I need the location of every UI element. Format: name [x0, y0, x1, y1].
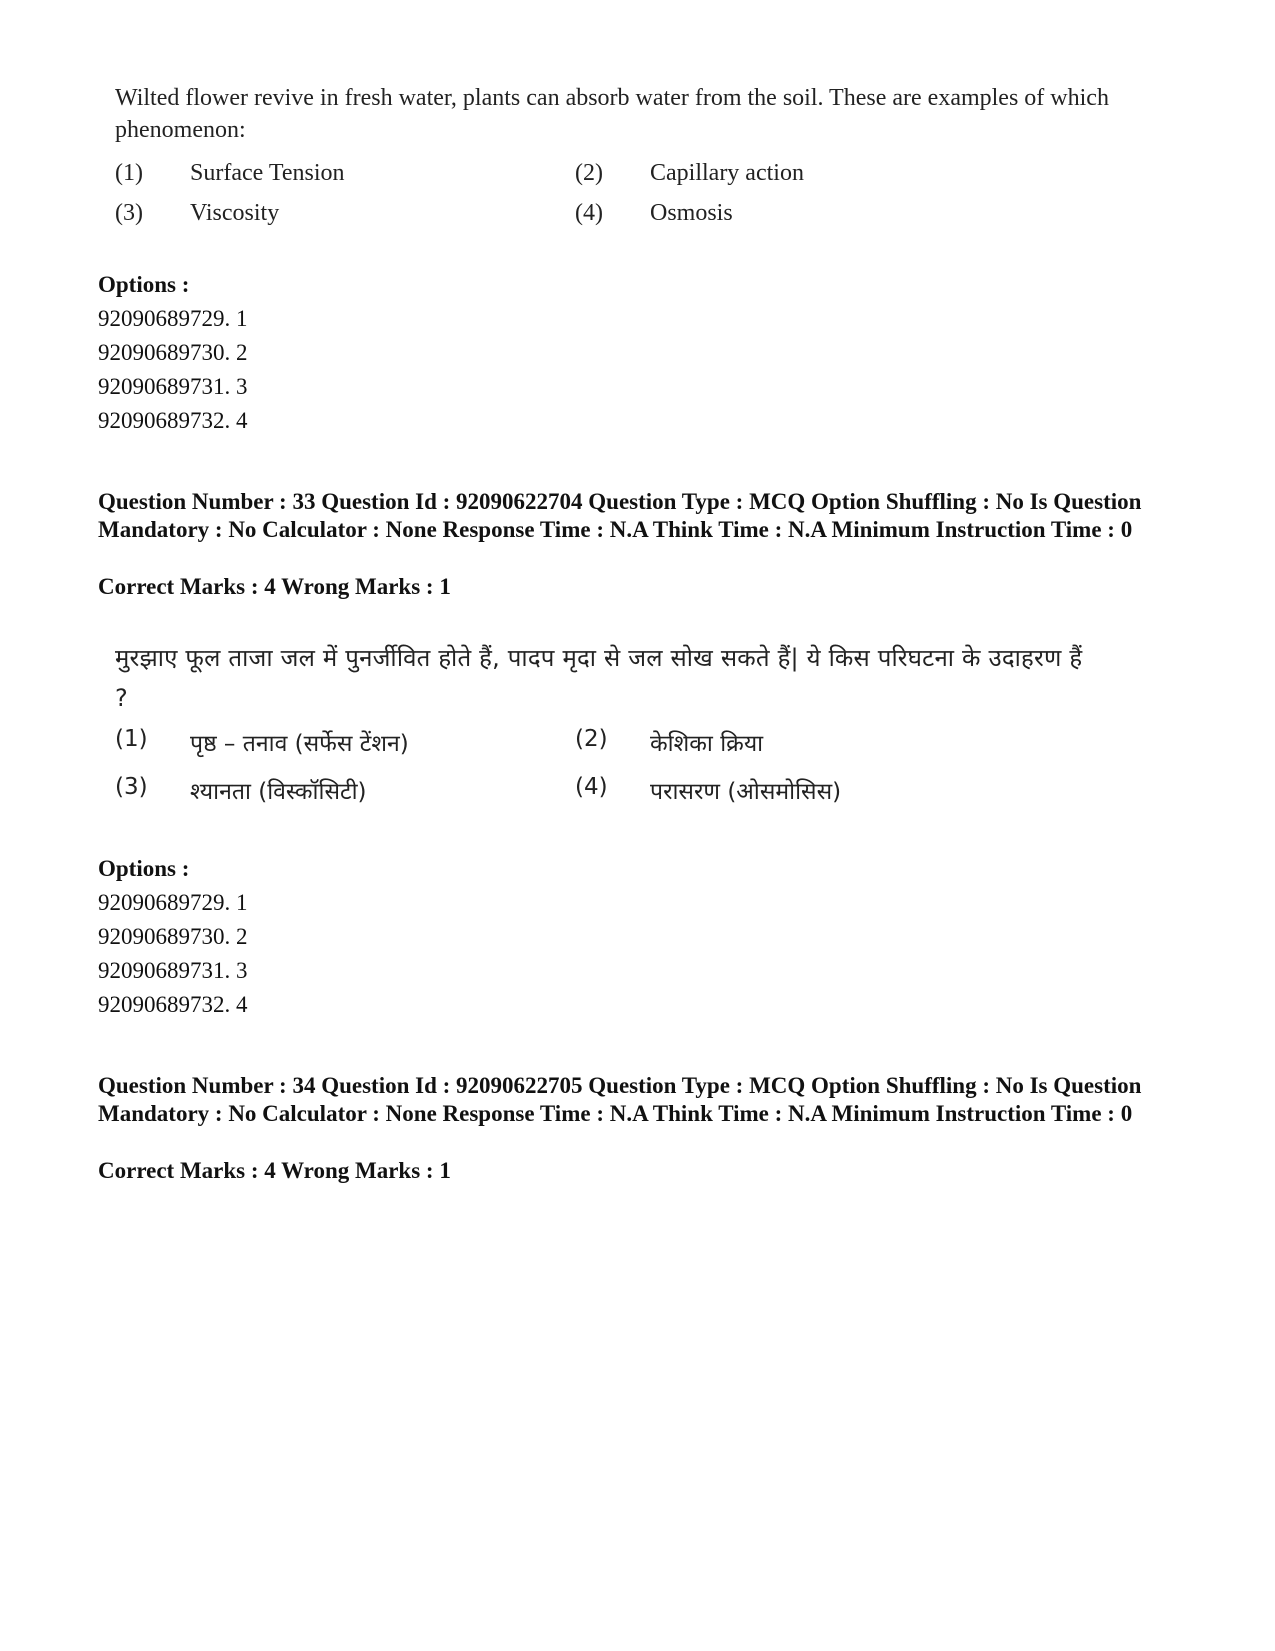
choice-number: (4) — [575, 200, 603, 226]
choice-label: श्यानता (विस्कॉसिटी) — [190, 779, 367, 805]
q32-options — [98, 268, 248, 438]
choice-number: (2) — [575, 160, 603, 186]
option-item: 92090689732. 4 — [98, 992, 248, 1017]
q33-question-text: मुरझाए फूल ताजा जल में पुनर्जीवित होते हैं, पादप मृदा से जल सोख सकते हैं| ये किस परिघटना के उदाहरण हैं ? — [115, 644, 1083, 712]
option-item: 92090689729. 1 — [98, 306, 248, 331]
option-item: 92090689730. 2 — [98, 924, 248, 949]
q32-choice-2 — [575, 160, 804, 187]
choice-label: Viscosity — [190, 200, 280, 226]
choice-number: (1) — [115, 160, 143, 186]
option-item: 92090689731. 3 — [98, 374, 248, 399]
q32-choice-4 — [575, 200, 733, 227]
q33-marks: Correct Marks : 4 Wrong Marks : 1 — [98, 574, 451, 599]
q33-choice-4 — [575, 774, 841, 806]
choice-label: केशिका क्रिया — [650, 731, 764, 757]
choice-label: परासरण (ओसमोसिस) — [650, 779, 842, 805]
option-item: 92090689731. 3 — [98, 958, 248, 983]
choice-number: (4) — [575, 774, 608, 800]
choice-label: Surface Tension — [190, 160, 345, 186]
q32-choice-1 — [115, 160, 345, 187]
choice-label: पृष्ठ – तनाव (सर्फेस टेंशन) — [190, 731, 409, 757]
option-item: 92090689732. 4 — [98, 408, 248, 433]
q34-marks: Correct Marks : 4 Wrong Marks : 1 — [98, 1158, 451, 1183]
choice-label: Osmosis — [650, 200, 733, 226]
q32-question-text: Wilted flower revive in fresh water, plants can absorb water from the soil. These are examples of which phenomenon: — [115, 85, 1109, 143]
q33-choice-3 — [115, 774, 367, 806]
choice-label: Capillary action — [650, 160, 804, 186]
q34-meta: Question Number : 34 Question Id : 92090622705 Question Type : MCQ Option Shuffling : No Is Question Mandatory : No Calculator : None Response Time : N.A Think Time : N.A Minimum Instruction Time : 0 — [98, 1073, 1142, 1126]
q32-choice-3 — [115, 200, 279, 227]
q33-options — [98, 852, 248, 1022]
q33-meta: Question Number : 33 Question Id : 92090622704 Question Type : MCQ Option Shuffling : No Is Question Mandatory : No Calculator : None Response Time : N.A Think Time : N.A Minimum Instruction Time : 0 — [98, 489, 1142, 542]
choice-number: (3) — [115, 200, 143, 226]
choice-number: (2) — [575, 726, 608, 752]
option-item: 92090689729. 1 — [98, 890, 248, 915]
options-heading: Options : — [98, 272, 190, 297]
choice-number: (3) — [115, 774, 148, 800]
option-item: 92090689730. 2 — [98, 340, 248, 365]
q33-choice-1 — [115, 726, 409, 758]
options-heading: Options : — [98, 856, 190, 881]
choice-number: (1) — [115, 726, 148, 752]
q33-choice-2 — [575, 726, 763, 758]
